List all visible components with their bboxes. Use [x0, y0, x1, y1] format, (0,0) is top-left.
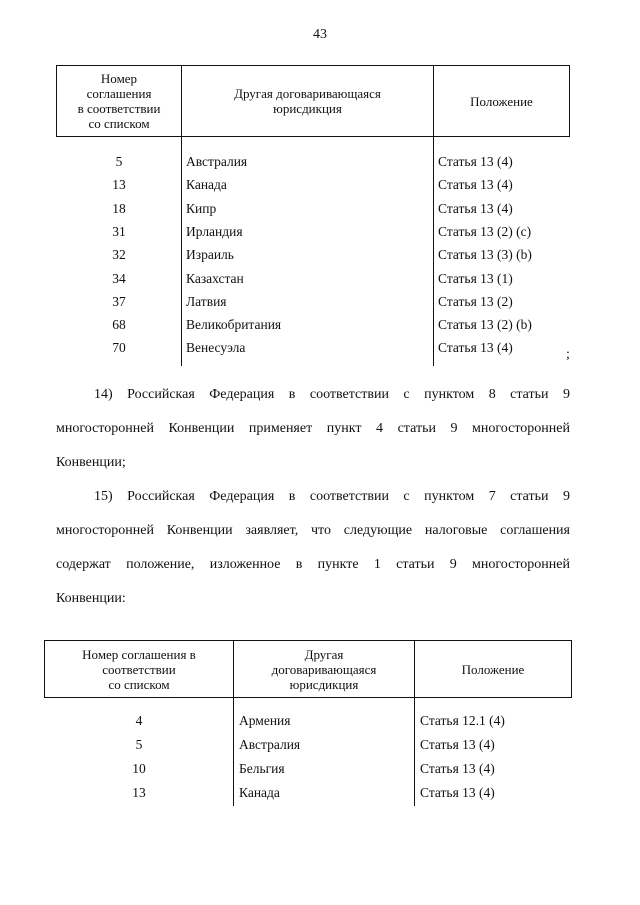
table1-row-3-provision: Статья 13 (4) [438, 200, 513, 216]
table-2-header-jurisdiction: Другая договаривающаяся юрисдикция [271, 646, 377, 692]
table2-row-4-provision: Статья 13 (4) [420, 785, 495, 800]
table2-row-4-jurisdiction: Канада [239, 785, 280, 800]
table1-row-5-jurisdiction: Израиль [186, 247, 234, 263]
table1-row-7-jurisdiction: Латвия [186, 293, 227, 309]
table1-row-4-provision: Статья 13 (2) (c) [438, 223, 532, 239]
table1-row-8-number: 68 [112, 317, 126, 333]
table1-row-9-provision: Статья 13 (4) [438, 340, 513, 356]
table2-row-1-jurisdiction: Армения [239, 713, 291, 728]
table1-row-3-jurisdiction: Кипр [186, 200, 217, 216]
table1-row-2-jurisdiction: Канада [186, 177, 227, 193]
page-number: 43 [313, 27, 327, 42]
table1-row-6-number: 34 [112, 270, 126, 286]
table1-row-4-jurisdiction: Ирландия [186, 223, 243, 239]
table2-row-3-number: 10 [132, 761, 146, 776]
table1-row-4-number: 31 [112, 223, 126, 239]
paragraph-14-line-2: многосторонней Конвенции применяет пункт 4 статьи 9 многосторонней [56, 421, 570, 436]
table2-row-3-provision: Статья 13 (4) [420, 761, 495, 776]
table2-row-2-number: 5 [135, 737, 143, 752]
table2-row-1-provision: Статья 12.1 (4) [420, 713, 505, 728]
table1-row-5-number: 32 [112, 247, 126, 263]
table1-row-1-provision: Статья 13 (4) [438, 154, 513, 169]
paragraph-15-line-1: 15) Российская Федерация в соответствии с пунктом 7 статьи 9 [94, 489, 570, 504]
table-1-header-jurisdiction: Другая договаривающаяся юрисдикция [234, 86, 381, 116]
paragraph-14-line-1: 14) Российская Федерация в соответствии с пунктом 8 статьи 9 [94, 387, 570, 402]
table1-row-7-number: 37 [112, 293, 126, 309]
table1-row-9-jurisdiction: Венесуэла [186, 340, 246, 356]
table2-row-4-number: 13 [132, 785, 146, 800]
table-2-header-provision: Положение [461, 661, 525, 677]
paragraph-15-line-2: многосторонней Конвенции заявляет, что следующие налоговые соглашения [56, 523, 570, 538]
table2-row-1-number: 4 [135, 713, 143, 728]
table2-row-2-jurisdiction: Австралия [239, 737, 301, 752]
table1-row-6-provision: Статья 13 (1) [438, 270, 513, 286]
table1-row-5-provision: Статья 13 (3) (b) [438, 247, 532, 263]
table1-row-2-provision: Статья 13 (4) [438, 177, 513, 193]
paragraph-15-line-4: Конвенции: [56, 591, 126, 606]
table-1-header-number: Номер соглашения в соответствии со списком [77, 71, 161, 131]
table-1-header-provision: Положение [470, 93, 533, 109]
table-2-header-number: Номер соглашения в соответствии со списком [82, 646, 196, 692]
table-1-trailing-semicolon: ; [566, 347, 570, 362]
table2-row-3-jurisdiction: Бельгия [239, 761, 285, 776]
table1-row-7-provision: Статья 13 (2) [438, 293, 513, 309]
table1-row-8-jurisdiction: Великобритания [186, 317, 282, 333]
table2-row-2-provision: Статья 13 (4) [420, 737, 495, 752]
table1-row-9-number: 70 [112, 340, 126, 356]
paragraph-14-line-3: Конвенции; [56, 455, 126, 470]
table1-row-1-number: 5 [115, 154, 123, 169]
table1-row-2-number: 13 [112, 177, 126, 193]
table1-row-6-jurisdiction: Казахстан [186, 270, 244, 286]
table1-row-8-provision: Статья 13 (2) (b) [438, 317, 532, 333]
paragraph-15-line-3: содержат положение, изложенное в пункте 1 статьи 9 многосторонней [56, 557, 570, 572]
table1-row-1-jurisdiction: Австралия [186, 154, 248, 169]
table1-row-3-number: 18 [112, 200, 126, 216]
